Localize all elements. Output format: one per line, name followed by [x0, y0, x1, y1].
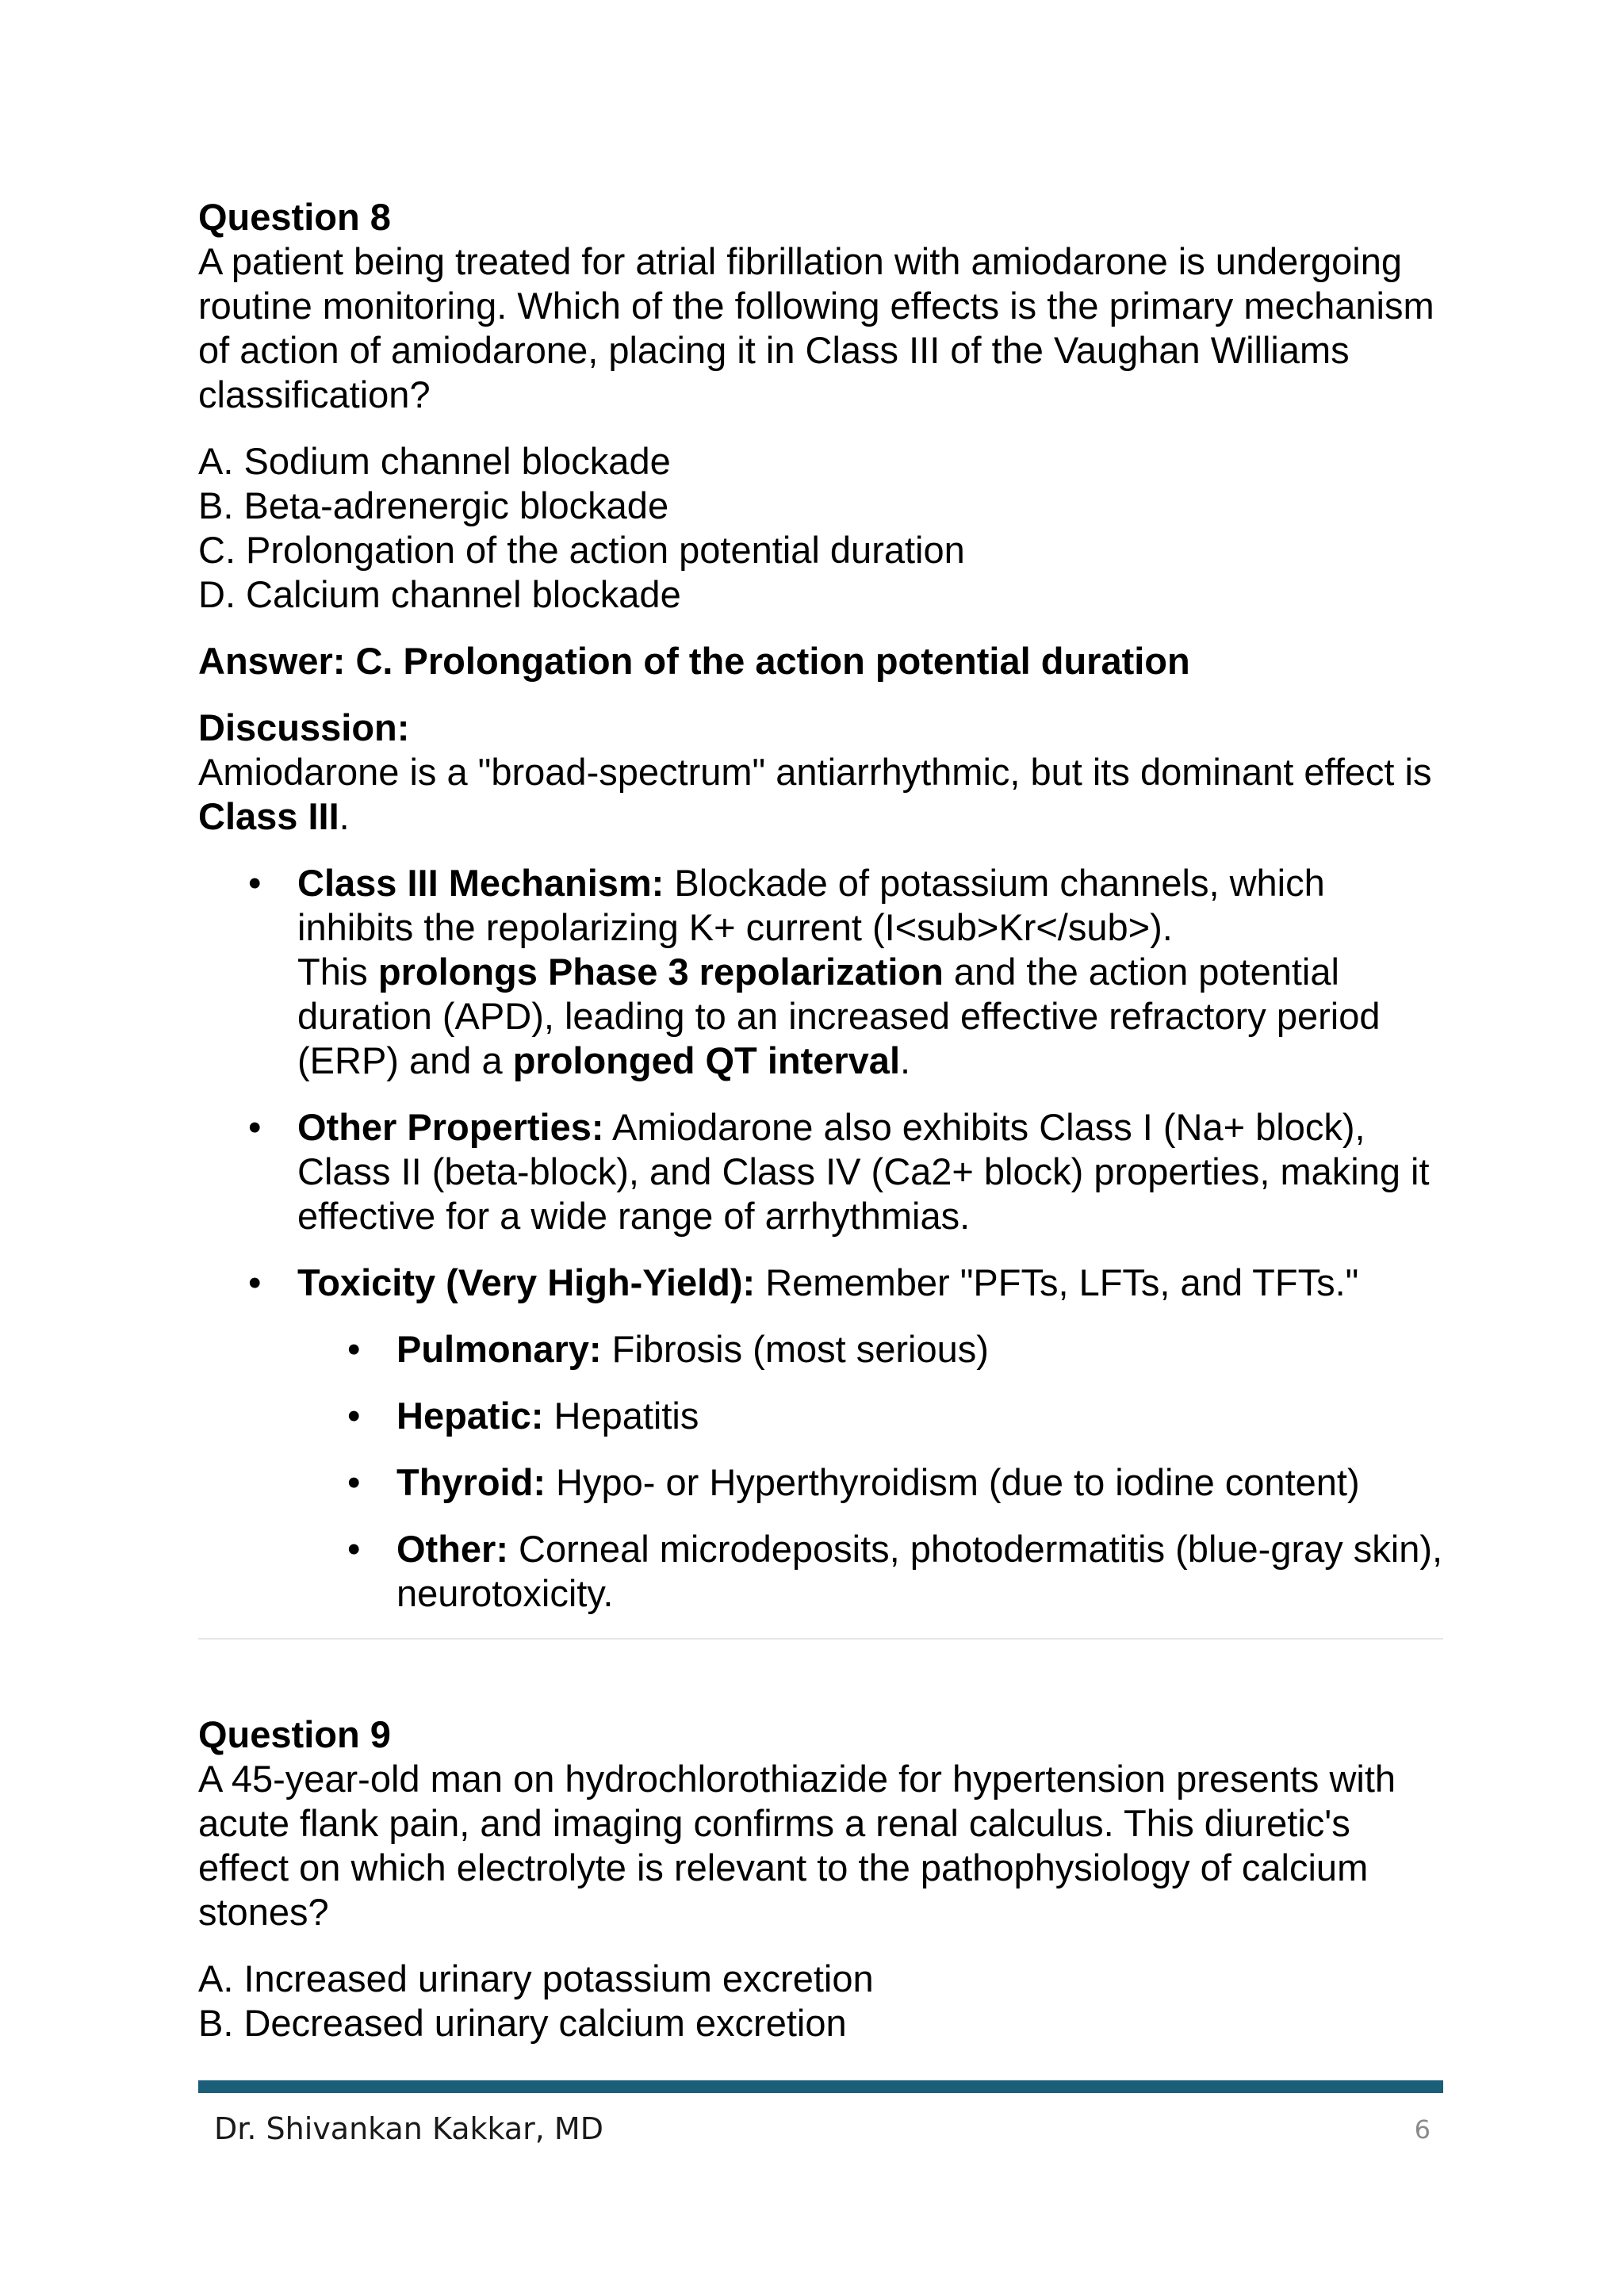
- option-b: B. Decreased urinary calcium excretion: [198, 2002, 847, 2044]
- toxicity-item-label: Other:: [396, 1528, 508, 1570]
- page-content: [198, 195, 1443, 2045]
- toxicity-list: [297, 1327, 1443, 1616]
- section-divider: [198, 1638, 1443, 1640]
- toxicity-item-text: Hepatitis: [543, 1395, 699, 1437]
- footer-author: Dr. Shivankan Kakkar, MD: [214, 2111, 603, 2146]
- question-8: [198, 195, 1443, 1616]
- bullet-other-properties: [248, 1105, 1443, 1238]
- bullet-dot: •: [248, 1261, 262, 1303]
- answer-options: [198, 1957, 1443, 2045]
- discussion-heading: Discussion:: [198, 706, 410, 748]
- option-d: D. Calcium channel blockade: [198, 573, 681, 615]
- toxicity-item-text: Fibrosis (most serious): [601, 1328, 989, 1370]
- discussion-intro: [198, 750, 1443, 839]
- mechanism-text-3: and the action potential duration (APD), leading to an increased effective refractory period (ERP) and a: [297, 951, 1381, 1081]
- footer-bar: [198, 2080, 1443, 2093]
- question-title: Question 8: [198, 196, 391, 238]
- bullet-dot: •: [248, 1106, 262, 1148]
- discussion-intro-class: Class III: [198, 795, 339, 837]
- bullet-dot: •: [248, 862, 262, 904]
- other-properties-text: Amiodarone also exhibits Class I (Na+ block), Class II (beta-block), and Class IV (Ca2+ block) properties, making it effective for a wide range of arrhythmias.: [297, 1106, 1430, 1237]
- mechanism-text-4: .: [900, 1039, 911, 1081]
- question-9: [198, 1712, 1443, 2045]
- mechanism-label: Class III Mechanism:: [297, 862, 665, 904]
- answer-line: Answer: C. Prolongation of the action potential duration: [198, 640, 1190, 682]
- bullet-dot: •: [347, 1461, 361, 1503]
- option-a: A. Increased urinary potassium excretion: [198, 1957, 874, 1999]
- option-c: C. Prolongation of the action potential duration: [198, 529, 965, 571]
- mechanism-text-2: This: [297, 951, 378, 993]
- mechanism-bold-3: prolonged QT interval: [512, 1039, 901, 1081]
- discussion-intro-text: Amiodarone is a "broad-spectrum" antiarrhythmic, but its dominant effect is: [198, 751, 1432, 793]
- toxicity-item-label: Pulmonary:: [396, 1328, 602, 1370]
- question-stem: A patient being treated for atrial fibrillation with amiodarone is undergoing routine monitoring. Which of the following effects is the primary mechanism of action of amiodarone, placing it in Class III of the Vaughan Williams classification?: [198, 240, 1434, 415]
- toxicity-label: Toxicity (Very High-Yield):: [297, 1261, 756, 1303]
- mechanism-text: Blockade of potassium channels, which inhibits the repolarizing K+ current (I<sub>Kr</sub>).: [297, 862, 1325, 948]
- bullet-mechanism: [248, 861, 1443, 1083]
- toxicity-item-label: Thyroid:: [396, 1461, 546, 1503]
- bullet-dot: •: [347, 1528, 361, 1570]
- bullet-dot: •: [347, 1395, 361, 1437]
- toxicity-item-hepatic: [347, 1394, 1443, 1438]
- toxicity-item-thyroid: [347, 1460, 1443, 1505]
- question-stem: A 45-year-old man on hydrochlorothiazide for hypertension presents with acute flank pain, and imaging confirms a renal calculus. This diuretic's effect on which electrolyte is relevant to the pathophysiology of calcium stones?: [198, 1758, 1396, 1933]
- mechanism-bold-2: prolongs Phase 3 repolarization: [377, 951, 944, 993]
- discussion-bullets: [198, 861, 1443, 1616]
- toxicity-item-other: [347, 1527, 1443, 1616]
- answer-options: [198, 439, 1443, 617]
- page-number: 6: [1414, 2114, 1431, 2145]
- bullet-toxicity: [248, 1261, 1443, 1616]
- question-title: Question 9: [198, 1713, 391, 1755]
- toxicity-item-label: Hepatic:: [396, 1395, 544, 1437]
- toxicity-item-pulmonary: [347, 1327, 1443, 1372]
- toxicity-item-text: Hypo- or Hyperthyroidism (due to iodine content): [545, 1461, 1360, 1503]
- option-a: A. Sodium channel blockade: [198, 440, 671, 482]
- toxicity-text: Remember "PFTs, LFTs, and TFTs.": [755, 1261, 1359, 1303]
- discussion-intro-end: .: [339, 795, 350, 837]
- bullet-dot: •: [347, 1328, 361, 1370]
- option-b: B. Beta-adrenergic blockade: [198, 484, 669, 526]
- other-properties-label: Other Properties:: [297, 1106, 604, 1148]
- toxicity-item-text: Corneal microdeposits, photodermatitis (blue-gray skin), neurotoxicity.: [396, 1528, 1443, 1614]
